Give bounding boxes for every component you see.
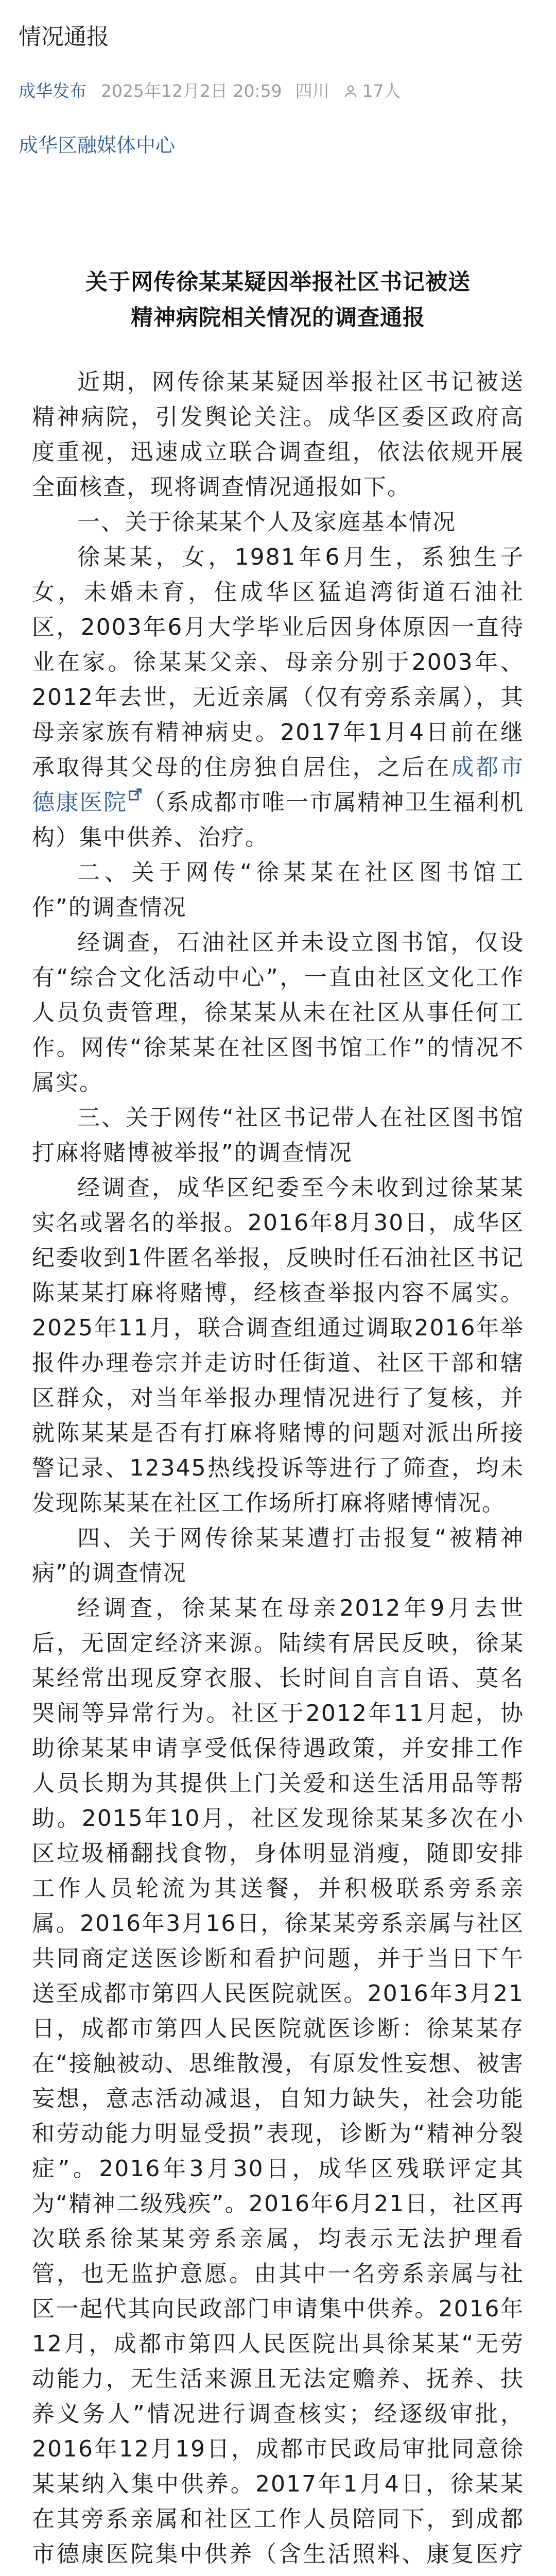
- paragraph-section-2: 经调查，石油社区并未设立图书馆，仅设有“综合文化活动中心”，一直由社区文化工作人员负责管理，徐某某从未在社区从事任何工作。网传“徐某某在社区图书馆工作”的情况不属实。: [32, 929, 524, 1096]
- article-header: [0, 0, 556, 158]
- person-icon: [343, 83, 358, 99]
- paragraph-section-1-text-a: 徐某某，女，1981年6月生，系独生子女，未婚未育，住成华区猛追湾街道石油社区，2003年6月大学毕业后因身体原因一直待业在家。徐某某父亲、母亲分别于2003年、2012年去世，无近亲属（仅有旁系亲属），其母亲家族有精神病史。2017年1月4日前在继承取得其父母的住房独自居住，之后在: [32, 544, 524, 781]
- likes-count[interactable]: [343, 81, 401, 101]
- hospital-link-label: 成都市德康医院: [32, 754, 525, 816]
- external-link-icon: [128, 788, 142, 802]
- page-title: 情况通报: [19, 24, 109, 50]
- section-heading-2: 二、关于网传“徐某某在社区图书馆工作”的调查情况: [32, 859, 524, 921]
- publish-location: 四川: [295, 80, 329, 101]
- source-link[interactable]: 成华发布: [19, 80, 86, 101]
- document-title-line2: 精神病院相关情况的调查通报: [131, 304, 425, 331]
- paragraph-section-1: [32, 540, 524, 855]
- paragraph-section-1-text-b: （系成都市唯一市属精神卫生福利机构）集中供养、治疗。: [32, 789, 525, 851]
- notice-document: [0, 265, 556, 2576]
- meta-row: [19, 81, 537, 101]
- section-heading-1: 一、关于徐某某个人及家庭基本情况: [77, 509, 456, 535]
- subsource-link[interactable]: 成华区融媒体中心: [19, 134, 176, 157]
- paragraph-section-4: 经调查，徐某某在母亲2012年9月去世后，无固定经济来源。陆续有居民反映，徐某某经常出现反穿衣服、长时间自言自语、莫名哭闹等异常行为。社区于2012年11月起，协助徐某某申请享受低保待遇政策，并安排工作人员长期为其提供上门关爱和送生活用品等帮助。2015年10月，社区发现徐某某多次在小区垃圾桶翻找食物，身体明显消瘦，随即安排工作人员轮流为其送餐，并积极联系旁系亲属。2016年3月16日，徐某某旁系亲属与社区共同商定送医诊断和看护问题，并于当日下午送至成都市第四人民医院就医。2016年3月21日，成都市第四人民医院就医诊断：徐某某存在“接触被动、思维散漫，有原发性妄想、被害妄想，意志活动减退，自知力缺失，社会功能和劳动能力明显受损”表现，诊断为“精神分裂症”。2016年3月30日，成华区残联评定其为“精神二级残疾”。2016年6月21日，社区再次联系徐某某旁系亲属，均表示无法护理看管，也无监护意愿。由其中一名旁系亲属与社区一起代其向民政部门申请集中供养。2016年12月，成都市第四人民医院出具徐某某“无劳动能力，无生活来源且无法定赡养、抚养、扶养义务人”情况进行调查核实；经逐级审批，2016年12月19日，成都市民政局审批同意徐某某纳入集中供养。2017年1月4日，徐某某在其旁系亲属和社区工作人员陪同下，到成都市德康医院集中供养（含生活照料、康复医疗: [32, 1595, 524, 2567]
- paragraph-intro: 近期，网传徐某某疑因举报社区书记被送精神病院，引发舆论关注。成华区委区政府高度重视，迅速成立联合调查组，依法依规开展全面核查，现将调查情况通报如下。: [32, 368, 524, 500]
- publish-time: 2025年12月2日 20:59: [101, 80, 282, 101]
- section-heading-3: 三、关于网传“社区书记带人在社区图书馆打麻将赌博被举报”的调查情况: [32, 1104, 524, 1166]
- document-title-line1: 关于网传徐某某疑因举报社区书记被送: [85, 269, 471, 295]
- likes-label: 17人: [362, 80, 401, 101]
- section-heading-4: 四、关于网传徐某某遭打击报复“被精神病”的调查情况: [32, 1524, 524, 1586]
- document-title: [32, 265, 524, 336]
- paragraph-section-3: 经调查，成华区纪委至今未收到过徐某某实名或署名的举报。2016年8月30日，成华区纪委收到1件匿名举报，反映时任石油社区书记陈某某打麻将赌博，经核查举报内容不属实。2025年11月，联合调查组通过调取2016年举报件办理卷宗并走访时任街道、社区干部和辖区群众，对当年举报办理情况进行了复核，并就陈某某是否有打麻将赌博的问题对派出所接警记录、12345热线投诉等进行了筛查，均未发现陈某某在社区工作场所打麻将赌博情况。: [32, 1174, 524, 1516]
